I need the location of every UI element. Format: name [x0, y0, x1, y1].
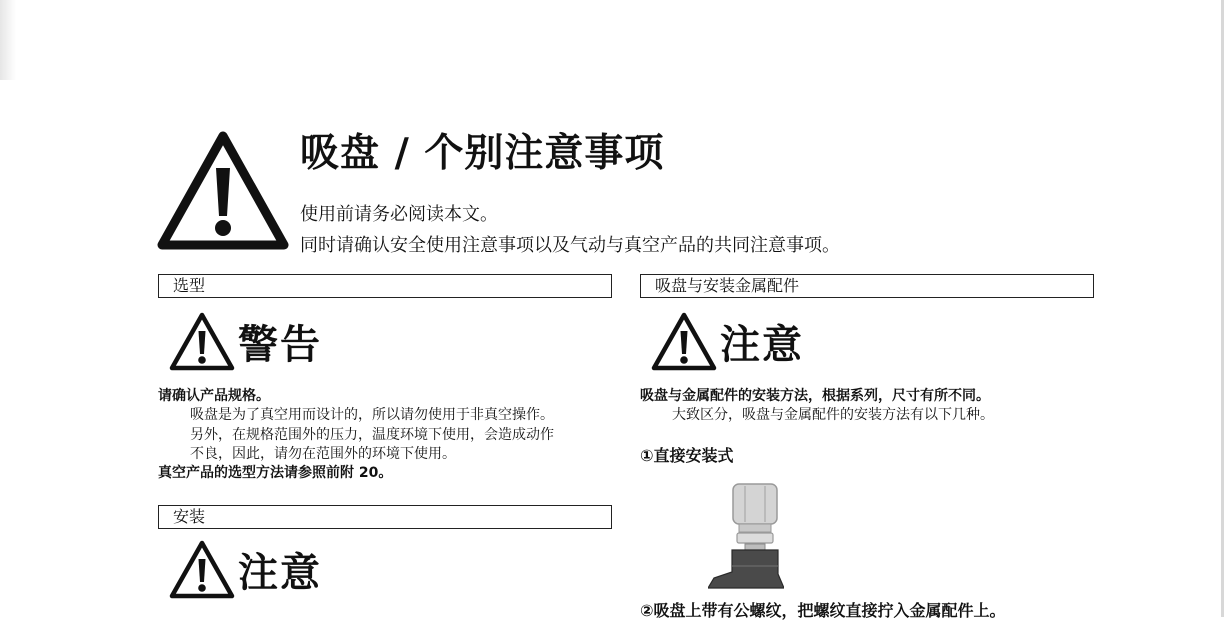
caution-sign-fittings	[650, 310, 804, 372]
fittings-line-2: 大致区分，吸盘与金属配件的安装方法有以下几种。	[672, 407, 994, 423]
method-2-heading: ②吸盘上带有公螺纹，把螺纹直接拧入金属配件上。	[640, 601, 1006, 620]
fittings-line-1: 吸盘与金属配件的安装方法，根据系列，尺寸有所不同。	[640, 388, 990, 404]
page-edge-shadow	[0, 0, 16, 80]
subtitle-common-precautions: 同时请确认安全使用注意事项以及气动与真空产品的共同注意事项。	[300, 235, 840, 256]
warning-triangle-icon	[650, 310, 718, 372]
section-header-fittings: 吸盘与安装金属配件	[640, 274, 1094, 298]
warning-triangle-icon	[168, 538, 236, 600]
warning-sign	[168, 310, 322, 372]
page-title: 吸盘 / 个别注意事项	[300, 131, 665, 176]
subtitle-read-before-use: 使用前请务必阅读本文。	[300, 204, 498, 225]
caution-sign-installation	[168, 538, 322, 600]
method-1-heading: ①直接安装式	[640, 446, 734, 465]
warning-label: 警告	[238, 321, 322, 368]
section-header-selection: 选型	[158, 274, 612, 298]
selection-line-5: 真空产品的选型方法请参照前附 20。	[158, 465, 393, 481]
warning-triangle-icon	[168, 310, 236, 372]
caution-label: 注意	[238, 549, 322, 596]
caution-label: 注意	[720, 321, 804, 368]
selection-line-2: 吸盘是为了真空用而设计的，所以请勿使用于非真空操作。	[190, 407, 554, 423]
warning-triangle-icon	[156, 128, 290, 252]
selection-line-4: 不良，因此，请勿在范围外的环境下使用。	[190, 446, 456, 462]
section-header-installation: 安装	[158, 505, 612, 529]
suction-cup-illustration	[708, 482, 784, 594]
selection-line-3: 另外，在规格范围外的压力，温度环境下使用，会造成动作	[190, 427, 554, 443]
selection-line-1: 请确认产品规格。	[158, 388, 270, 404]
